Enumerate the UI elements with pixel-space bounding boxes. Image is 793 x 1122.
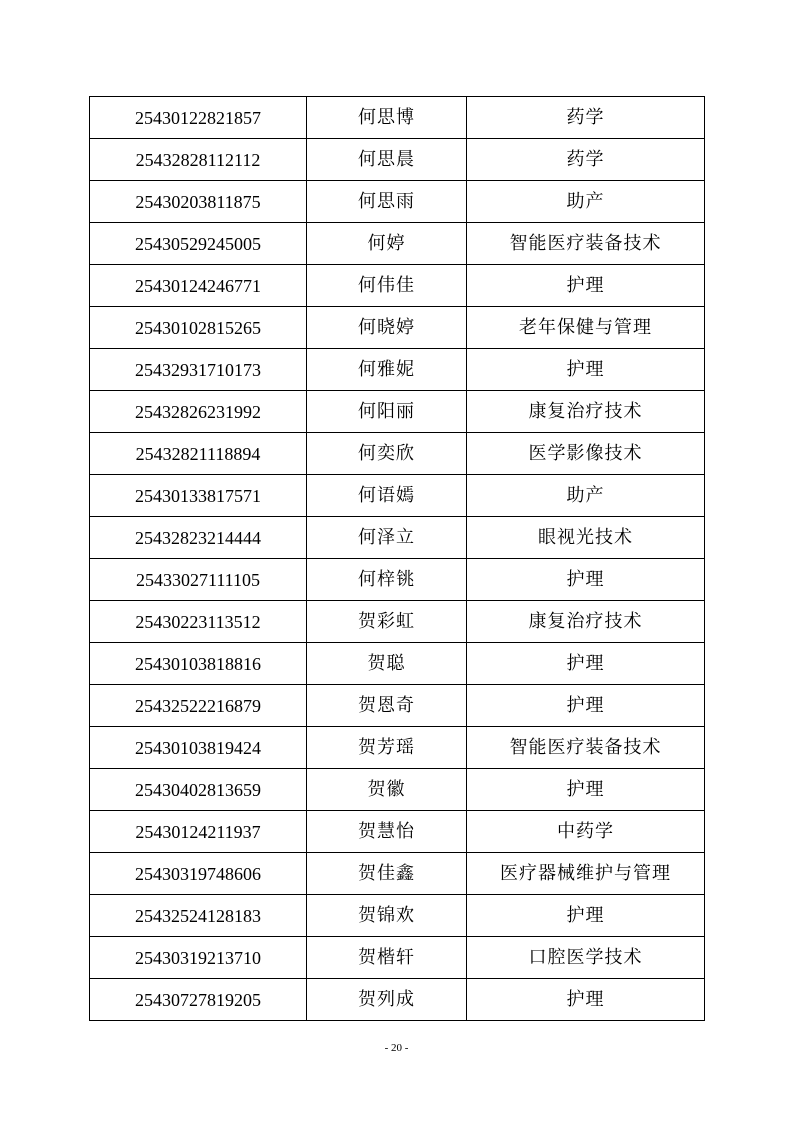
student-major-cell: 医疗器械维护与管理 (467, 853, 705, 895)
student-major-cell: 助产 (467, 181, 705, 223)
table-row (90, 769, 705, 811)
student-name-cell: 贺聪 (307, 643, 467, 685)
student-name-cell: 贺芳瑶 (307, 727, 467, 769)
student-name-cell: 何思雨 (307, 181, 467, 223)
table-row (90, 853, 705, 895)
student-id-cell: 25430124211937 (90, 811, 307, 853)
student-name-cell: 何晓婷 (307, 307, 467, 349)
student-id-cell: 25430319748606 (90, 853, 307, 895)
table-row (90, 97, 705, 139)
table-row (90, 391, 705, 433)
student-name-cell: 贺慧怡 (307, 811, 467, 853)
student-name-cell: 何思晨 (307, 139, 467, 181)
table-row (90, 811, 705, 853)
student-major-cell: 老年保健与管理 (467, 307, 705, 349)
student-major-cell: 药学 (467, 97, 705, 139)
student-id-cell: 25430103818816 (90, 643, 307, 685)
table-row (90, 517, 705, 559)
roster-table-body (90, 97, 705, 1021)
student-major-cell: 医学影像技术 (467, 433, 705, 475)
student-name-cell: 贺列成 (307, 979, 467, 1021)
table-row (90, 265, 705, 307)
table-row (90, 937, 705, 979)
student-major-cell: 护理 (467, 349, 705, 391)
student-major-cell: 中药学 (467, 811, 705, 853)
student-name-cell: 何雅妮 (307, 349, 467, 391)
table-row (90, 559, 705, 601)
table-row (90, 643, 705, 685)
student-major-cell: 护理 (467, 265, 705, 307)
student-major-cell: 康复治疗技术 (467, 601, 705, 643)
student-id-cell: 25432823214444 (90, 517, 307, 559)
table-row (90, 601, 705, 643)
student-major-cell: 护理 (467, 559, 705, 601)
student-name-cell: 何婷 (307, 223, 467, 265)
student-name-cell: 何阳丽 (307, 391, 467, 433)
student-major-cell: 药学 (467, 139, 705, 181)
student-major-cell: 护理 (467, 979, 705, 1021)
student-name-cell: 贺徽 (307, 769, 467, 811)
student-major-cell: 护理 (467, 769, 705, 811)
student-major-cell: 智能医疗装备技术 (467, 223, 705, 265)
student-id-cell: 25430402813659 (90, 769, 307, 811)
student-name-cell: 贺佳鑫 (307, 853, 467, 895)
table-row (90, 979, 705, 1021)
student-major-cell: 护理 (467, 895, 705, 937)
student-id-cell: 25430529245005 (90, 223, 307, 265)
student-name-cell: 何伟佳 (307, 265, 467, 307)
student-name-cell: 何梓铫 (307, 559, 467, 601)
student-id-cell: 25430122821857 (90, 97, 307, 139)
student-id-cell: 25432821118894 (90, 433, 307, 475)
table-row (90, 349, 705, 391)
table-row (90, 475, 705, 517)
table-row (90, 139, 705, 181)
student-major-cell: 智能医疗装备技术 (467, 727, 705, 769)
table-row (90, 727, 705, 769)
student-name-cell: 何奕欣 (307, 433, 467, 475)
student-name-cell: 何泽立 (307, 517, 467, 559)
student-name-cell: 贺彩虹 (307, 601, 467, 643)
student-id-cell: 25432931710173 (90, 349, 307, 391)
student-id-cell: 25430223113512 (90, 601, 307, 643)
student-name-cell: 贺楷轩 (307, 937, 467, 979)
student-id-cell: 25432522216879 (90, 685, 307, 727)
table-row (90, 223, 705, 265)
student-id-cell: 25430203811875 (90, 181, 307, 223)
student-id-cell: 25430133817571 (90, 475, 307, 517)
student-major-cell: 康复治疗技术 (467, 391, 705, 433)
student-major-cell: 口腔医学技术 (467, 937, 705, 979)
student-major-cell: 眼视光技术 (467, 517, 705, 559)
student-major-cell: 护理 (467, 643, 705, 685)
student-id-cell: 25430102815265 (90, 307, 307, 349)
student-name-cell: 贺锦欢 (307, 895, 467, 937)
table-row (90, 307, 705, 349)
student-id-cell: 25432524128183 (90, 895, 307, 937)
student-major-cell: 护理 (467, 685, 705, 727)
student-major-cell: 助产 (467, 475, 705, 517)
student-id-cell: 25432826231992 (90, 391, 307, 433)
table-row (90, 433, 705, 475)
student-id-cell: 25432828112112 (90, 139, 307, 181)
student-id-cell: 25430727819205 (90, 979, 307, 1021)
student-id-cell: 25430319213710 (90, 937, 307, 979)
student-roster-table (89, 96, 705, 1021)
student-id-cell: 25430124246771 (90, 265, 307, 307)
table-row (90, 895, 705, 937)
table-row (90, 181, 705, 223)
table-row (90, 685, 705, 727)
student-name-cell: 何思博 (307, 97, 467, 139)
page-number: - 20 - (384, 1042, 409, 1054)
student-name-cell: 何语嫣 (307, 475, 467, 517)
student-id-cell: 25430103819424 (90, 727, 307, 769)
student-id-cell: 25433027111105 (90, 559, 307, 601)
student-name-cell: 贺恩奇 (307, 685, 467, 727)
